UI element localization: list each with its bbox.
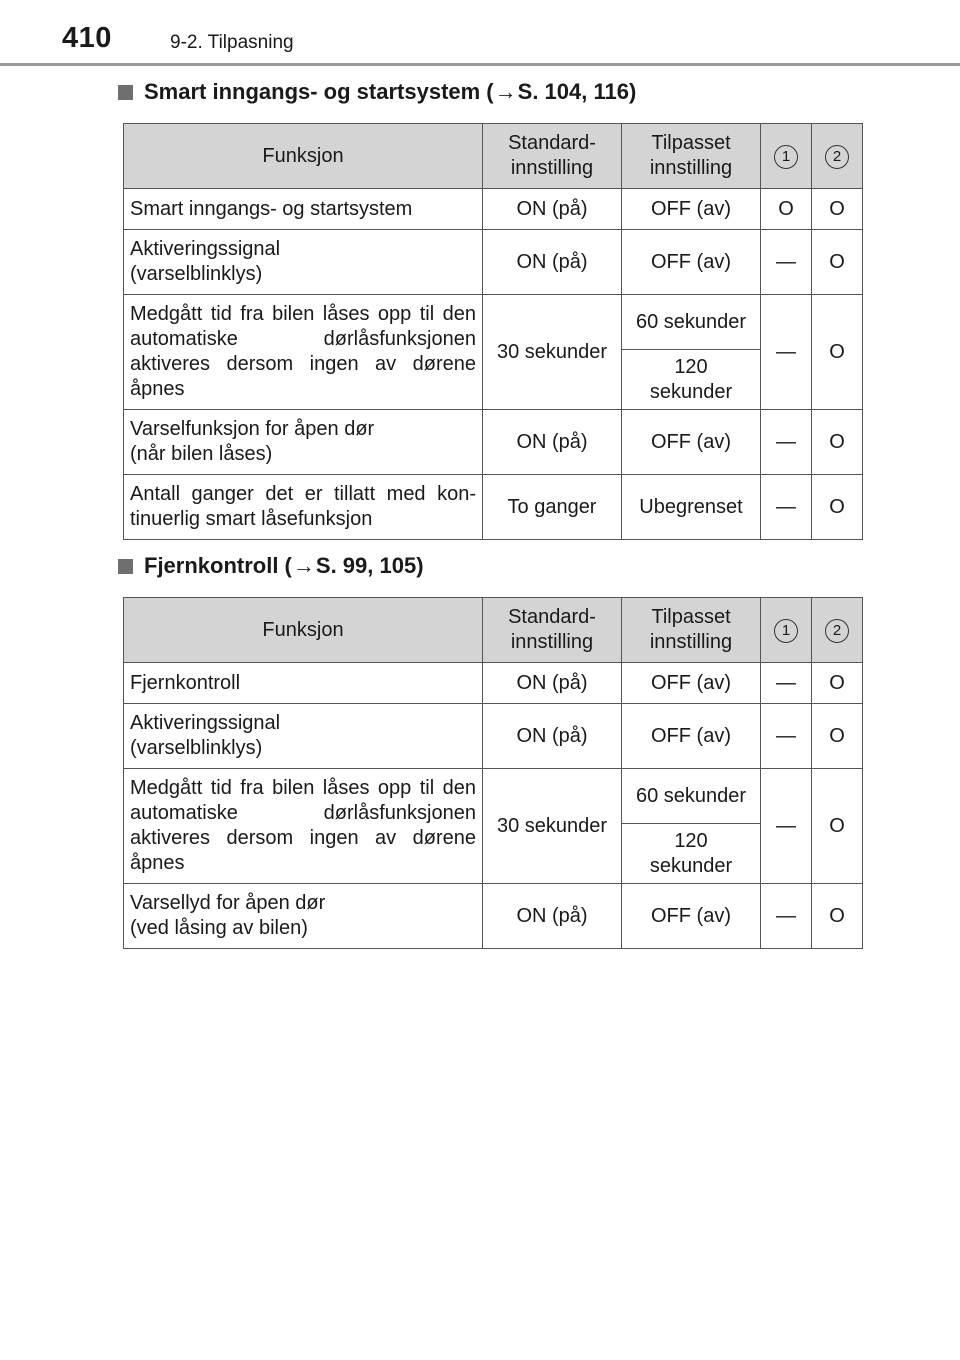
table-row [124, 189, 863, 230]
section-title-remote-control [118, 553, 424, 579]
cell-standard: ON (på) [483, 410, 622, 475]
cell-col2: O [812, 884, 863, 949]
table-row [124, 475, 863, 540]
header-standard: Standard- innstilling [483, 598, 622, 663]
cell-col2: O [812, 704, 863, 769]
cell-standard: ON (på) [483, 704, 622, 769]
header-rule [0, 63, 960, 66]
cell-col2: O [812, 295, 863, 410]
table-row [124, 663, 863, 704]
cell-function: Medgått tid fra bilen låses opp til den automatiske dørlåsfunksjonen aktiveres dersom ingen av dørene åpnes [124, 295, 483, 410]
cell-standard: ON (på) [483, 884, 622, 949]
cell-col2: O [812, 663, 863, 704]
cell-col1: — [761, 475, 812, 540]
circled-1-icon: 1 [774, 145, 798, 169]
cell-function: Smart inngangs- og startsystem [124, 189, 483, 230]
section-ref: S. 99, 105) [315, 553, 424, 578]
cell-col1: — [761, 295, 812, 410]
circled-1-icon: 1 [774, 619, 798, 643]
cell-col2: O [812, 189, 863, 230]
table-row [124, 704, 863, 769]
cell-custom: OFF (av) [622, 230, 761, 295]
settings-table-remote-control [123, 597, 863, 949]
arrow-right-icon: → [292, 553, 315, 578]
cell-col1: — [761, 410, 812, 475]
cell-function: Varsellyd for åpen dør (ved låsing av bilen) [124, 884, 483, 949]
cell-standard: 30 sekunder [483, 769, 622, 884]
cell-col1: — [761, 769, 812, 884]
header-col2 [812, 124, 863, 189]
header-col1 [761, 124, 812, 189]
cell-standard: ON (på) [483, 663, 622, 704]
cell-col1: — [761, 704, 812, 769]
cell-custom: OFF (av) [622, 663, 761, 704]
cell-custom: OFF (av) [622, 410, 761, 475]
arrow-right-icon: → [494, 79, 517, 104]
cell-col1: — [761, 663, 812, 704]
cell-custom-option-a: 60 sekunder [622, 769, 761, 824]
table-row [124, 295, 863, 350]
circled-2-icon: 2 [825, 145, 849, 169]
cell-col1: — [761, 230, 812, 295]
table-row [124, 230, 863, 295]
cell-function: Medgått tid fra bilen låses opp til den automatiske dørlåsfunksjonen aktiveres dersom ingen av dørene åpnes [124, 769, 483, 884]
cell-custom-option-b: 120 sekunder [622, 350, 761, 410]
cell-standard: ON (på) [483, 189, 622, 230]
cell-col2: O [812, 410, 863, 475]
cell-function: Aktiveringssignal (varselblinklys) [124, 704, 483, 769]
cell-col2: O [812, 769, 863, 884]
header-function: Funksjon [124, 598, 483, 663]
header-custom: Tilpasset innstilling [622, 598, 761, 663]
chapter-title: 9-2. Tilpasning [170, 32, 294, 53]
cell-custom: OFF (av) [622, 189, 761, 230]
cell-standard: To ganger [483, 475, 622, 540]
cell-col2: O [812, 475, 863, 540]
table-header-row [124, 598, 863, 663]
section-title-text: Smart inngangs- og startsystem ( [144, 79, 494, 104]
cell-custom: OFF (av) [622, 704, 761, 769]
header-function: Funksjon [124, 124, 483, 189]
header-col2 [812, 598, 863, 663]
settings-table-smart-entry [123, 123, 863, 540]
cell-standard: ON (på) [483, 230, 622, 295]
header-col1 [761, 598, 812, 663]
cell-function: Varselfunksjon for åpen dør (når bilen låses) [124, 410, 483, 475]
cell-custom-option-a: 60 sekunder [622, 295, 761, 350]
cell-col1: — [761, 884, 812, 949]
page-number: 410 [62, 22, 112, 54]
table-row [124, 884, 863, 949]
section-title-smart-entry [118, 79, 636, 105]
cell-standard: 30 sekunder [483, 295, 622, 410]
header-standard: Standard- innstilling [483, 124, 622, 189]
cell-custom-option-b: 120 sekunder [622, 824, 761, 884]
table-header-row [124, 124, 863, 189]
cell-col2: O [812, 230, 863, 295]
section-ref: S. 104, 116) [517, 79, 637, 104]
section-bullet-icon [118, 559, 133, 574]
cell-custom: Ubegrenset [622, 475, 761, 540]
table-row [124, 769, 863, 824]
section-title-text: Fjernkontroll ( [144, 553, 292, 578]
cell-custom: OFF (av) [622, 884, 761, 949]
cell-function: Fjernkontroll [124, 663, 483, 704]
section-bullet-icon [118, 85, 133, 100]
table-row [124, 410, 863, 475]
cell-function: Antall ganger det er tillatt med kon-tinuerlig smart låsefunksjon [124, 475, 483, 540]
cell-function: Aktiveringssignal (varselblinklys) [124, 230, 483, 295]
circled-2-icon: 2 [825, 619, 849, 643]
header-custom: Tilpasset innstilling [622, 124, 761, 189]
page-header [0, 0, 960, 70]
cell-col1: O [761, 189, 812, 230]
